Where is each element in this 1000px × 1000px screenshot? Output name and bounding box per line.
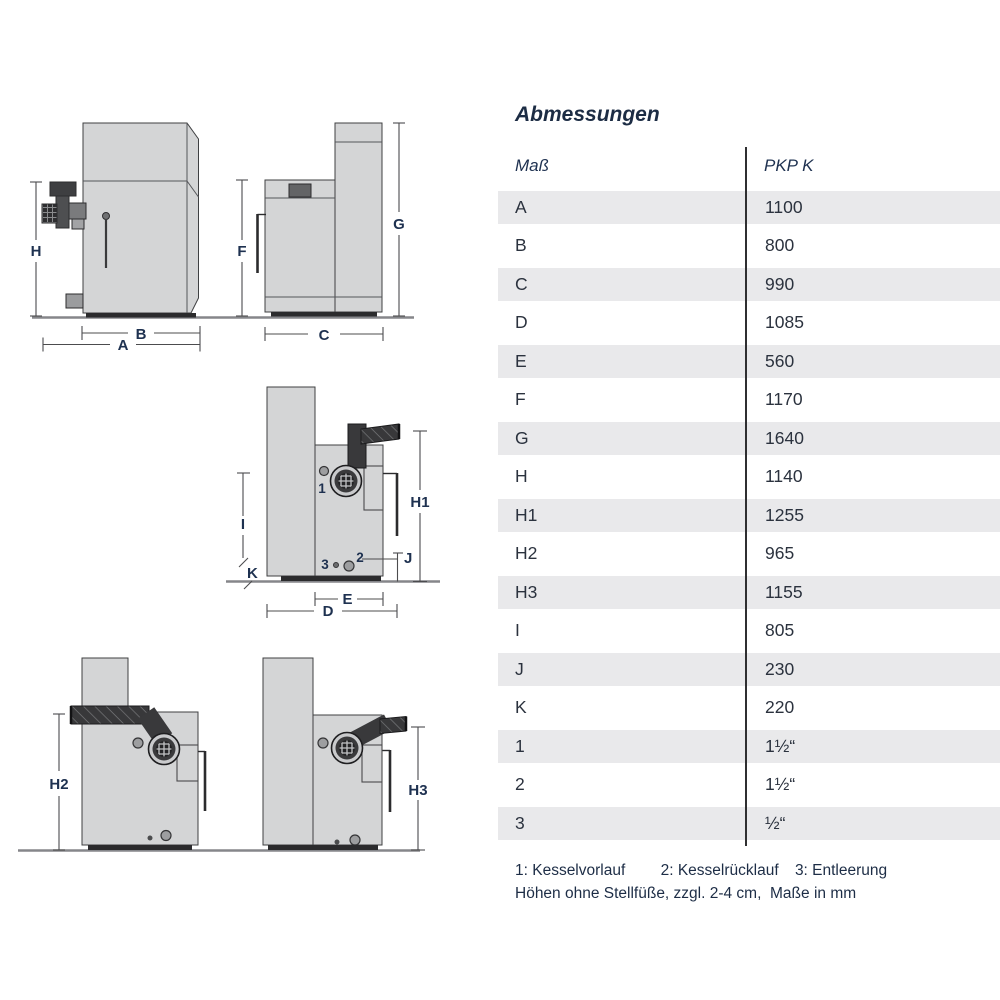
- return-port: [161, 831, 171, 841]
- dimension-value: 1170: [765, 389, 803, 410]
- port-legend: [515, 861, 887, 881]
- front-view-drawing: [236, 123, 405, 344]
- dimension-value: 805: [765, 620, 795, 641]
- dimension-value: 1100: [765, 196, 803, 217]
- dimension-label: H2: [515, 543, 538, 564]
- dim-label-K: K: [247, 565, 258, 582]
- column-header-mass: Maß: [515, 156, 549, 175]
- dimension-label: F: [515, 389, 526, 410]
- dimension-label: I: [515, 620, 520, 641]
- door-handle: [383, 750, 391, 812]
- dimension-value: 990: [765, 273, 795, 294]
- page-title: Abmessungen: [515, 103, 660, 126]
- dimension-value: 1085: [765, 312, 804, 333]
- exhaust-fan-icon: [332, 733, 363, 764]
- dim-label-D: D: [322, 603, 334, 620]
- table-row: [498, 766, 1000, 805]
- dimension-label: E: [515, 350, 527, 371]
- dim-label-E: E: [342, 591, 353, 608]
- table-row: [498, 419, 1000, 458]
- dim-label-I: I: [240, 516, 246, 533]
- rear-view-drawing: [237, 387, 430, 620]
- port-label-1: 1: [318, 481, 326, 496]
- table-row: [498, 381, 1000, 420]
- table-row: [498, 727, 1000, 766]
- footnote-note: Höhen ohne Stellfüße, zzgl. 2-4 cm, Maße in mm: [515, 885, 857, 902]
- boiler-base: [88, 845, 192, 850]
- port-label-3: 3: [321, 557, 329, 572]
- side-panel: [364, 466, 383, 510]
- dimension-label: J: [515, 658, 524, 679]
- dimension-value: 965: [765, 543, 795, 564]
- boiler-body: [265, 180, 335, 312]
- table-row: [498, 496, 1000, 535]
- port-1-flow: [320, 467, 329, 476]
- table-row: [498, 689, 1000, 728]
- return-port: [350, 835, 360, 845]
- footnote-port-2: 2: Kesselrücklauf: [660, 862, 779, 879]
- dimension-label: H: [515, 466, 528, 487]
- port-label-2: 2: [356, 550, 364, 565]
- footnotes: [515, 861, 887, 904]
- dim-label-H3: H3: [408, 782, 428, 799]
- flue-left-view-drawing: [49, 658, 205, 850]
- boiler-base: [281, 576, 381, 581]
- flue-right-view-drawing: [263, 658, 428, 850]
- dimensions-table: [498, 188, 1000, 843]
- table-row: [498, 265, 1000, 304]
- dimension-value: 1155: [765, 581, 803, 602]
- dimension-label: C: [515, 273, 528, 294]
- footnote-port-1: 1: Kesselvorlauf: [515, 862, 626, 879]
- table-row: [498, 342, 1000, 381]
- table-row: [498, 573, 1000, 612]
- dimension-value: 1½“: [765, 774, 796, 795]
- dimension-label: D: [515, 312, 528, 333]
- table-row: [498, 650, 1000, 689]
- dimension-label: G: [515, 427, 529, 448]
- side-view-drawing: [30, 123, 200, 354]
- dimension-label: H1: [515, 504, 538, 525]
- dim-label-C: C: [318, 327, 330, 344]
- dimension-label: B: [515, 235, 527, 256]
- table-row: [498, 612, 1000, 651]
- control-display: [289, 184, 311, 197]
- dimension-value: 1640: [765, 427, 804, 448]
- pellet-hopper: [335, 123, 382, 312]
- port-2-return: [344, 561, 354, 571]
- boiler-base: [86, 313, 196, 318]
- dimension-value: 1255: [765, 504, 804, 525]
- dimension-label: K: [515, 697, 527, 718]
- technical-drawings: [0, 0, 490, 1000]
- dimension-label: 2: [515, 774, 525, 795]
- dim-label-H: H: [30, 243, 42, 260]
- table-row: [498, 535, 1000, 574]
- door-handle: [383, 473, 397, 536]
- dim-label-H1: H1: [410, 494, 430, 511]
- table-row: [498, 304, 1000, 343]
- table-row: [498, 188, 1000, 227]
- dimension-value: 800: [765, 235, 795, 256]
- table-column-divider: [745, 147, 747, 846]
- dimension-value: ½“: [765, 812, 786, 833]
- exhaust-fan-icon: [149, 734, 180, 765]
- dim-label-H2: H2: [49, 776, 69, 793]
- table-row: [498, 227, 1000, 266]
- port-circle: [318, 738, 328, 748]
- dim-label-B: B: [135, 326, 147, 343]
- dimension-label: A: [515, 196, 527, 217]
- dim-label-F: F: [237, 243, 247, 260]
- pellet-hopper: [267, 387, 315, 576]
- column-header-pkp-k: PKP K: [764, 156, 814, 175]
- ash-drawer: [66, 294, 83, 308]
- table-row: [498, 804, 1000, 843]
- dimension-value: 1140: [765, 466, 803, 487]
- dimension-value: 230: [765, 658, 795, 679]
- dim-label-G: G: [393, 216, 405, 233]
- dimension-value: 560: [765, 350, 795, 371]
- exhaust-fan-icon: [331, 466, 362, 497]
- port-3-drain: [334, 563, 339, 568]
- port-circle: [133, 738, 143, 748]
- side-panel: [362, 745, 382, 782]
- dim-label-A: A: [117, 337, 129, 354]
- pellet-hopper: [263, 658, 313, 845]
- boiler-base: [271, 312, 377, 317]
- dimension-label: H3: [515, 581, 538, 602]
- dim-label-J: J: [404, 550, 413, 567]
- dimension-value: 220: [765, 697, 795, 718]
- burner-assembly: [42, 182, 86, 229]
- dimension-label: 3: [515, 812, 525, 833]
- dimension-label: 1: [515, 735, 525, 756]
- drain-dot: [148, 836, 153, 841]
- table-row: [498, 458, 1000, 497]
- boiler-base: [268, 845, 378, 850]
- dimension-value: 1½“: [765, 735, 796, 756]
- footnote-port-3: 3: Entleerung: [794, 862, 888, 879]
- drain-dot: [335, 840, 340, 845]
- door-handle: [198, 751, 205, 811]
